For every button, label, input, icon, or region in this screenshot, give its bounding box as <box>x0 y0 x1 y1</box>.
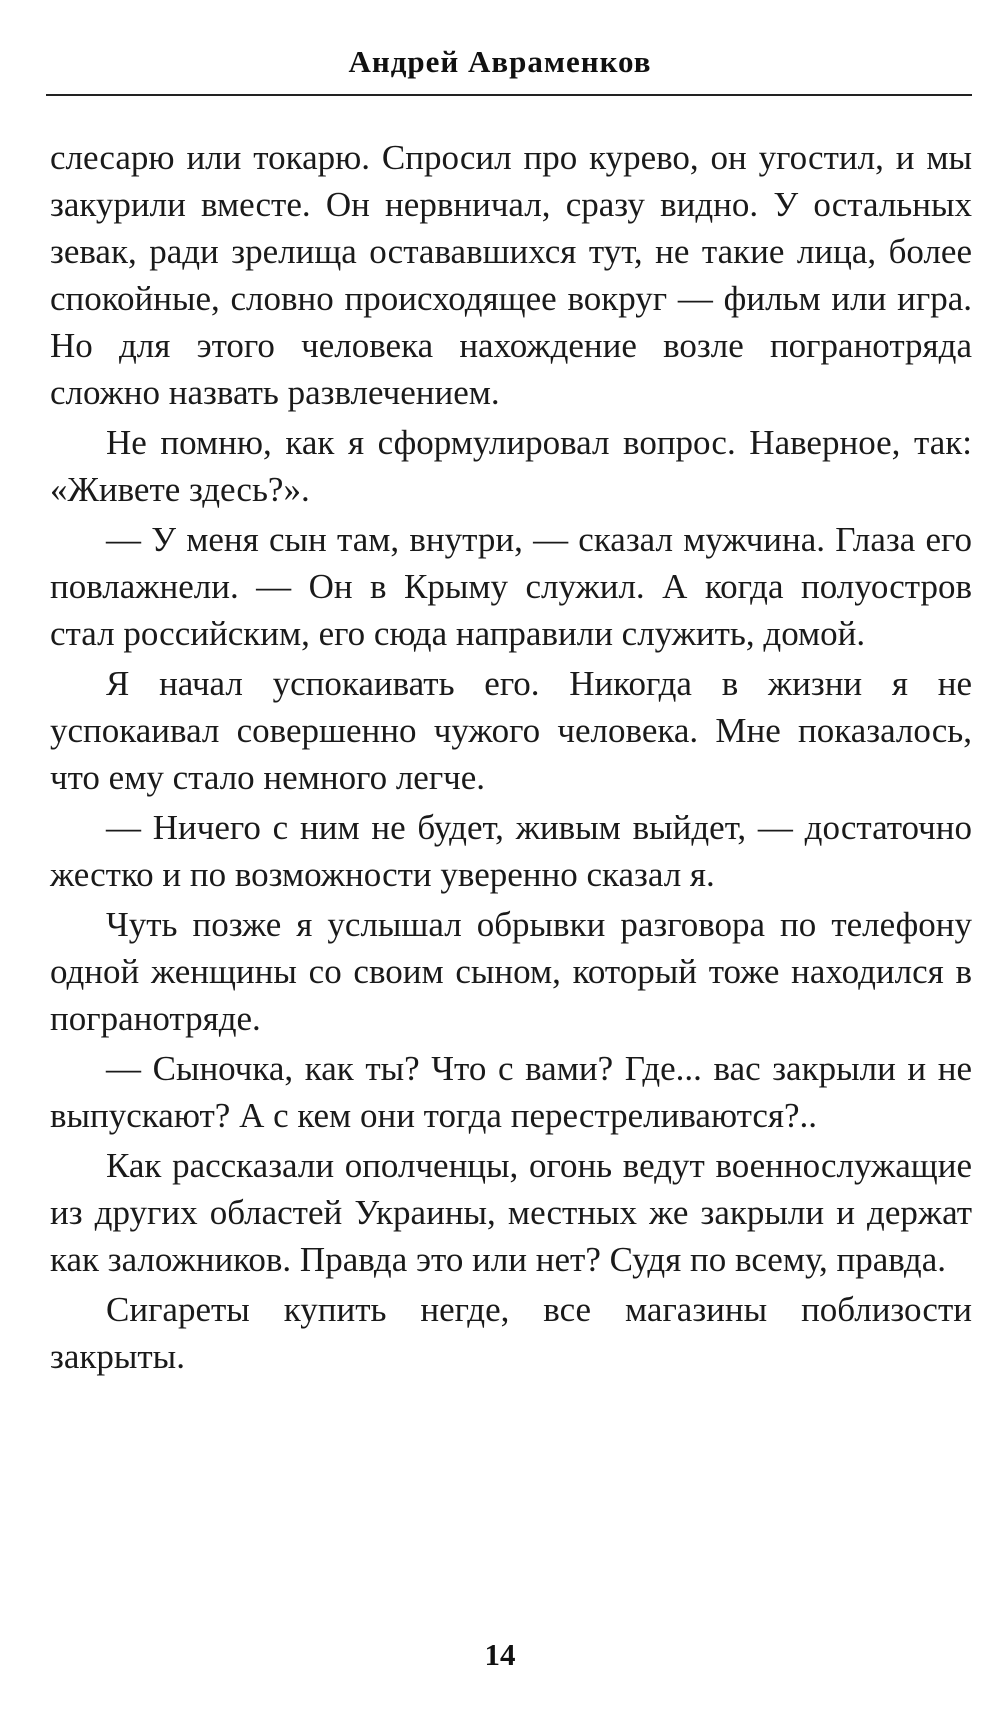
paragraph-2: Не помню, как я сформулировал вопрос. Наверное, так: «Живете здесь?». <box>50 423 972 509</box>
paragraph-3: — У меня сын там, внутри, — сказал мужчина. Глаза его повлажнели. — Он в Крыму служил. А когда полуостров стал российским, его сюда направили служить, домой. <box>50 520 972 653</box>
paragraph-1: слесарю или токарю. Спросил про курево, он угостил, и мы закурили вместе. Он нервничал, сразу видно. У остальных зевак, ради зрелища остававшихся тут, не такие лица, более спокойные, словно происходящее вокруг — фильм или игра. Но для этого человека нахождение возле погранотряда сложно назвать развлечением. <box>50 138 972 412</box>
paragraph-4: Я начал успокаивать его. Никогда в жизни я не успокаивал совершенно чужого человека. Мне показалось, что ему стало немного легче. <box>50 664 972 797</box>
body-text <box>50 134 972 1383</box>
paragraph-6: Чуть позже я услышал обрывки разговора по телефону одной женщины со своим сыном, который тоже находился в погранотряде. <box>50 905 972 1038</box>
paragraph-8: Как рассказали ополченцы, огонь ведут военнослужащие из других областей Украины, местных же закрыли и держат как заложников. Правда это или нет? Судя по всему, правда. <box>50 1146 972 1279</box>
paragraph-7: — Сыночка, как ты? Что с вами? Где... вас закрыли и не выпускают? А с кем они тогда перестреливаются?.. <box>50 1049 972 1135</box>
paragraph-9: Сигареты купить негде, все магазины поблизости закрыты. <box>50 1290 972 1376</box>
paragraph-5: — Ничего с ним не будет, живым выйдет, — достаточно жестко и по возможности уверенно сказал я. <box>50 808 972 894</box>
page-number: 14 <box>484 1637 516 1672</box>
running-header-author: Андрей Авраменков <box>348 44 652 79</box>
header-rule <box>46 94 972 96</box>
